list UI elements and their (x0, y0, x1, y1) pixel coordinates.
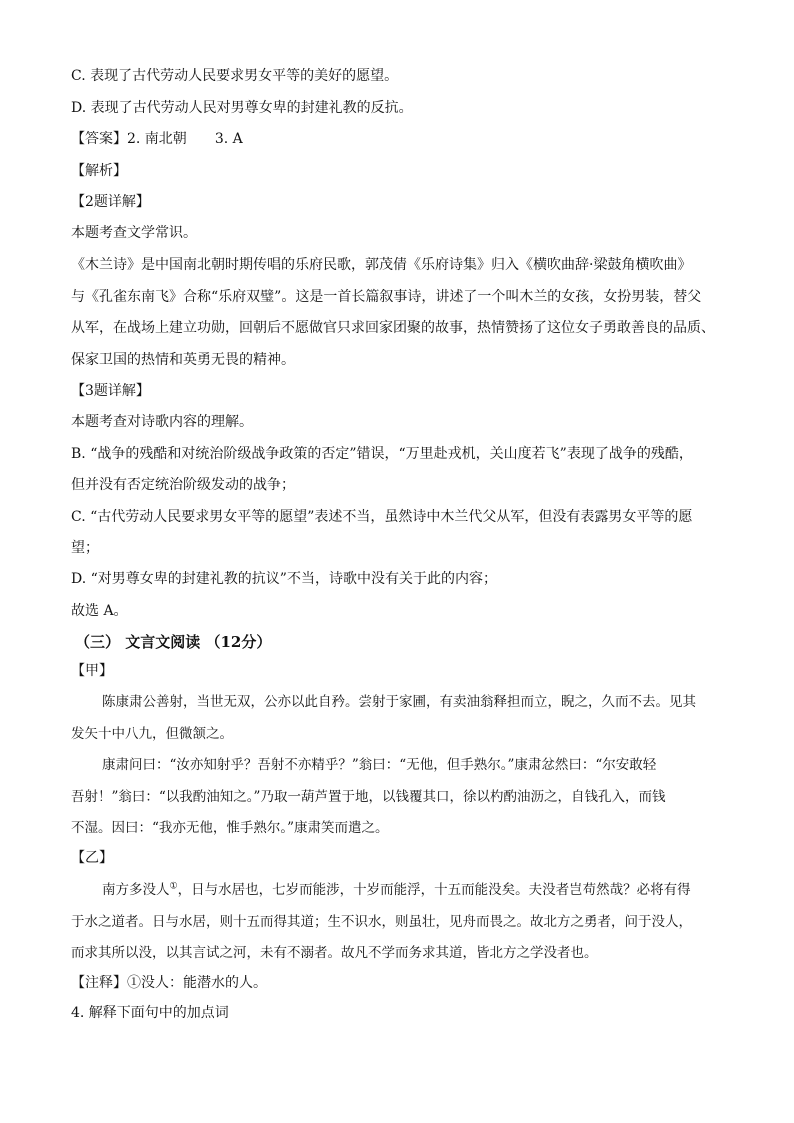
passage-jia-line-1: 陈康肃公善射，当世无双，公亦以此自矜。尝射于家圃，有卖油翁释担而立，睨之，久而不去。见其 (102, 694, 696, 710)
answer-label: 【答案】 (71, 131, 127, 147)
q3-line-6: D. “对男尊女卑的封建礼教的抗议”不当，诗歌中没有关于此的内容； (71, 571, 497, 587)
answer-line (71, 129, 243, 149)
analysis-heading: 【解析】 (71, 163, 127, 179)
q3-line-4: C. “古代劳动人民要求男女平等的愿望”表述不当，虽然诗中木兰代父从军，但没有表露男女平等的愿 (71, 509, 693, 525)
q2-line-1: 本题考查文学常识。 (71, 225, 197, 241)
q3-line-5: 望； (71, 540, 99, 556)
passage-jia-line-2: 发矢十中八九，但微颔之。 (71, 726, 233, 742)
q2-line-3: 与《孔雀东南飞》合称“乐府双璧”。这是一首长篇叙事诗，讲述了一个叫木兰的女孩，女扮男装，替父 (71, 289, 702, 305)
question-4-line: 4. 解释下面句中的加点词 (71, 1005, 229, 1021)
section-heading: （三） 文言文阅读 （12分） (75, 633, 272, 651)
q3-line-2: B. “战争的残酷和对统治阶级战争政策的否定”错误，“万里赴戎机，关山度若飞”表现了战争的残酷， (71, 446, 693, 462)
passage-jia-line-5: 不湿。因曰：“我亦无他，惟手熟尔。”康肃笑而遣之。 (71, 820, 389, 836)
q3-line-1: 本题考查对诗歌内容的理解。 (71, 414, 253, 430)
q3-heading: 【3题详解】 (71, 383, 150, 399)
passage-yi-line-2: 于水之道者。日与水居，则十五而得其道；生不识水，则虽壮，见舟而畏之。故北方之勇者，问于没人， (71, 914, 692, 930)
passage-yi-text-a: 南方多没人 (102, 882, 170, 898)
passage-jia-label: 【甲】 (71, 663, 113, 679)
option-c-line: C. 表现了古代劳动人民要求男女平等的美好的愿望。 (71, 68, 399, 84)
answer-3: 3. A (214, 131, 243, 147)
passage-yi-line-3: 而求其所以没，以其言试之河，未有不溺者。故凡不学而务求其道，皆北方之学没者也。 (71, 945, 598, 961)
answer-2: 2. 南北朝 (127, 131, 187, 147)
footnote-marker: ① (169, 881, 178, 892)
passage-yi-line-1 (102, 880, 691, 900)
q2-line-4: 从军，在战场上建立功勋，回朝后不愿做官只求回家团聚的故事，热情赞扬了这位女子勇敢善良的品质、 (71, 320, 715, 336)
passage-jia-line-3: 康肃问曰：“汝亦知射乎？吾射不亦精乎？”翁曰：“无他，但手熟尔。”康肃忿然曰：“尔安敢轻 (102, 757, 657, 773)
passage-yi-text-b: ，日与水居也，七岁而能涉，十岁而能浮，十五而能没矣。夫没者岂苟然哉？必将有得 (177, 882, 691, 898)
passage-jia-line-4: 吾射！”翁曰：“以我酌油知之。”乃取一葫芦置于地，以钱覆其口，徐以杓酌油沥之，自钱孔入，而钱 (71, 789, 666, 805)
q2-heading: 【2题详解】 (71, 194, 150, 210)
q3-line-7: 故选 A。 (71, 603, 128, 619)
q2-line-2: 《木兰诗》是中国南北朝时期传唱的乐府民歌，郭茂倩《乐府诗集》归入《横吹曲辞·梁鼓角横吹曲》 (71, 257, 692, 273)
q3-line-3: 但并没有否定统治阶级发动的战争； (71, 477, 295, 493)
annotation-line: 【注释】①没人：能潜水的人。 (71, 975, 267, 991)
q2-line-5: 保家卫国的热情和英勇无畏的精神。 (71, 352, 295, 368)
passage-yi-label: 【乙】 (71, 850, 113, 866)
option-d-line: D. 表现了古代劳动人民对男尊女卑的封建礼教的反抗。 (71, 100, 413, 116)
